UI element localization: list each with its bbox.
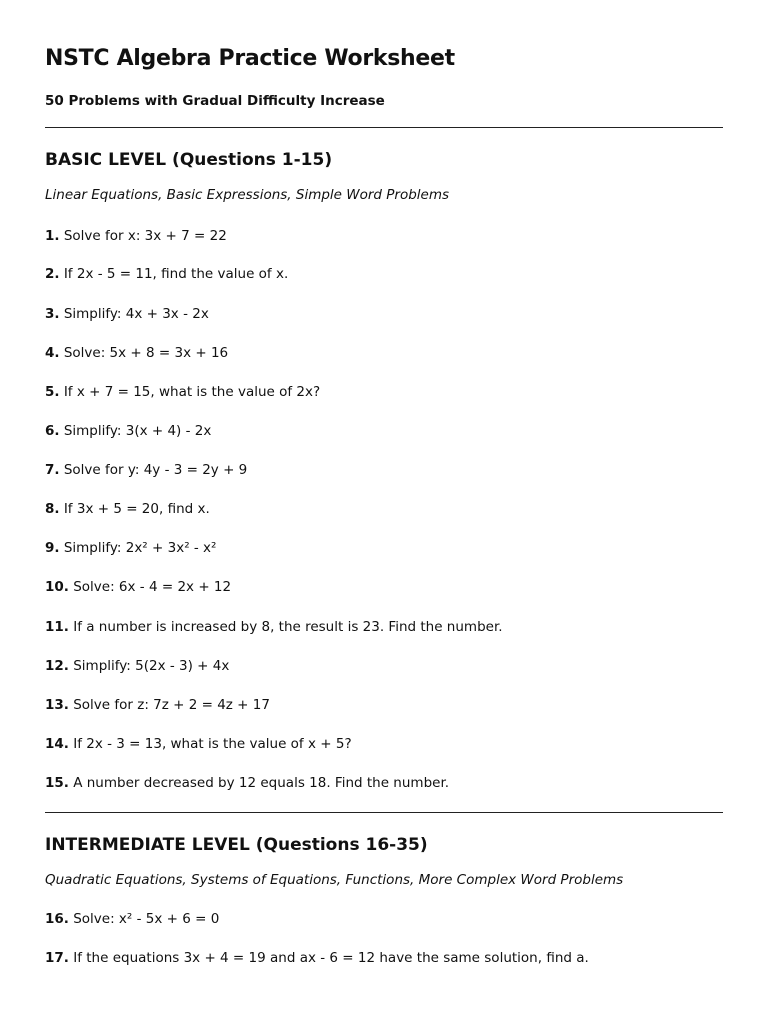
question-item [45, 306, 209, 322]
question-text: A number decreased by 12 equals 18. Find the number. [73, 775, 450, 791]
question-number: 13. [45, 697, 69, 713]
question-item [45, 697, 270, 713]
divider [45, 127, 723, 128]
question-item [45, 423, 211, 439]
question-text: Solve: 6x - 4 = 2x + 12 [73, 579, 232, 595]
question-number: 8. [45, 501, 60, 517]
question-item [45, 540, 216, 556]
question-text: If the equations 3x + 4 = 19 and ax - 6 = 12 have the same solution, find a. [73, 950, 589, 966]
section-title-basic: BASIC LEVEL (Questions 1-15) [45, 150, 333, 170]
question-number: 7. [45, 462, 60, 478]
question-text: If 3x + 5 = 20, find x. [63, 501, 210, 517]
question-item [45, 775, 449, 791]
question-number: 12. [45, 658, 69, 674]
question-item [45, 501, 210, 517]
question-number: 1. [45, 228, 60, 244]
question-item [45, 462, 247, 478]
question-text: Solve for y: 4y - 3 = 2y + 9 [63, 462, 248, 478]
question-text: Solve: x² - 5x + 6 = 0 [73, 911, 220, 927]
question-text: Simplify: 2x² + 3x² - x² [63, 540, 217, 556]
question-number: 11. [45, 619, 69, 635]
question-item [45, 619, 503, 635]
question-item [45, 266, 288, 282]
question-text: Simplify: 5(2x - 3) + 4x [73, 658, 230, 674]
question-number: 4. [45, 345, 60, 361]
question-text: If x + 7 = 15, what is the value of 2x? [63, 384, 321, 400]
question-text: If 2x - 5 = 11, find the value of x. [63, 266, 289, 282]
divider [45, 812, 723, 813]
page-subtitle: 50 Problems with Gradual Difficulty Increase [45, 93, 385, 109]
question-number: 15. [45, 775, 69, 791]
question-item [45, 579, 231, 595]
question-number: 9. [45, 540, 60, 556]
question-number: 5. [45, 384, 60, 400]
section-description-intermediate: Quadratic Equations, Systems of Equations, Functions, More Complex Word Problems [45, 872, 624, 888]
question-number: 17. [45, 950, 69, 966]
question-text: Simplify: 4x + 3x - 2x [63, 306, 209, 322]
question-text: Simplify: 3(x + 4) - 2x [63, 423, 212, 439]
question-number: 6. [45, 423, 60, 439]
page-title: NSTC Algebra Practice Worksheet [45, 46, 455, 71]
question-item [45, 658, 229, 674]
section-description-basic: Linear Equations, Basic Expressions, Simple Word Problems [45, 187, 450, 203]
question-text: Solve: 5x + 8 = 3x + 16 [63, 345, 229, 361]
question-text: Solve for x: 3x + 7 = 22 [63, 228, 227, 244]
question-item [45, 736, 352, 752]
question-item [45, 911, 219, 927]
question-text: If 2x - 3 = 13, what is the value of x + 5? [73, 736, 352, 752]
question-item [45, 345, 228, 361]
question-number: 10. [45, 579, 69, 595]
question-number: 2. [45, 266, 60, 282]
question-item [45, 950, 589, 966]
question-text: Solve for z: 7z + 2 = 4z + 17 [73, 697, 270, 713]
question-number: 14. [45, 736, 69, 752]
section-title-intermediate: INTERMEDIATE LEVEL (Questions 16-35) [45, 835, 428, 855]
question-item [45, 384, 320, 400]
question-number: 3. [45, 306, 60, 322]
question-text: If a number is increased by 8, the result is 23. Find the number. [73, 619, 503, 635]
question-item [45, 228, 227, 244]
question-number: 16. [45, 911, 69, 927]
